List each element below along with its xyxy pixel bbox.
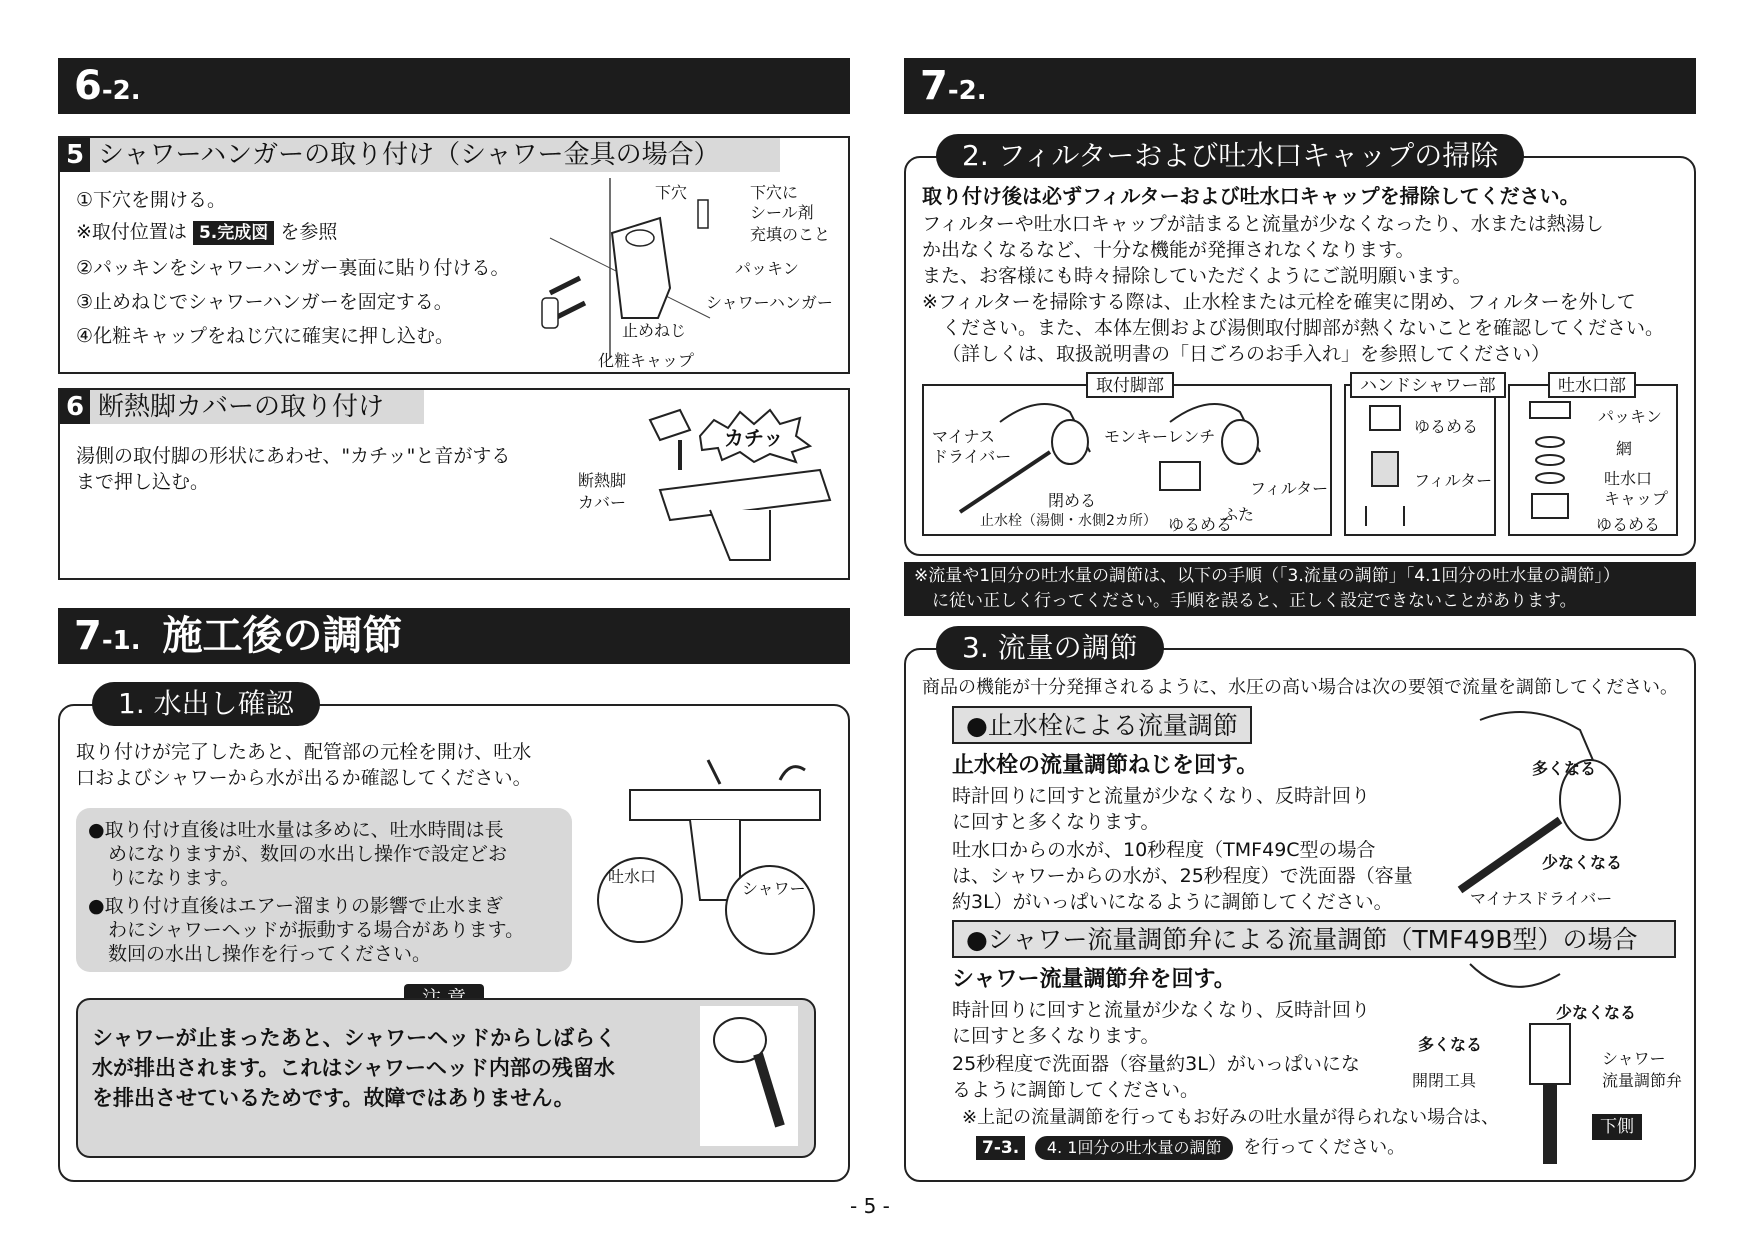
note2-line2: わにシャワーヘッドが振動する場合があります。 xyxy=(108,919,525,941)
shower-head-illustration xyxy=(700,1006,798,1146)
spout-label: 吐水口 xyxy=(608,867,657,886)
water-check-text1: 取り付けが完了したあと、配管部の元栓を開け、吐水 xyxy=(76,741,532,763)
cover-label1: 断熱脚 xyxy=(578,471,627,490)
p3-packing: パッキン xyxy=(1598,407,1662,426)
panel-spout-title: 吐水口部 xyxy=(1548,372,1636,398)
s2-valve2: 流量調節弁 xyxy=(1602,1071,1683,1090)
ref-tag-dose: 4. 1回分の吐水量の調節 xyxy=(1035,1136,1234,1160)
p3-loosen: ゆるめる xyxy=(1596,515,1661,534)
filter-l4: ※フィルターを掃除する際は、止水栓または元栓を確実に閉め、フィルターを外して xyxy=(922,291,1636,313)
flow-pill: 3. 流量の調節 xyxy=(936,626,1164,670)
filter-l2: か出なくなるなど、十分な機能が発揮されなくなります。 xyxy=(922,239,1415,261)
s2-more: 多くなる xyxy=(1418,1035,1483,1054)
p1-wrench: モンキーレンチ xyxy=(1104,427,1216,446)
note2-line3: 数回の水出し操作を行ってください。 xyxy=(108,943,432,965)
p1-driver1: マイナス xyxy=(932,427,996,446)
s2-valve1: シャワー xyxy=(1602,1049,1666,1068)
note1-line3: りになります。 xyxy=(108,867,240,889)
section-header-7-1: 7-1. 施工後の調節 xyxy=(58,608,850,664)
flow-s2-title: ●シャワー流量調節弁による流量調節（TMF49B型）の場合 xyxy=(952,920,1676,958)
flow-s1-l5: 約3L）がいっぱいになるように調節してください。 xyxy=(952,891,1393,913)
note1-line1: ●取り付け直後は吐水量は多めに、吐水時間は長 xyxy=(88,819,504,841)
filter-pill: 2. フィルターおよび吐水口キャップの掃除 xyxy=(936,134,1524,178)
ref-tag-7-3: 7-3. xyxy=(976,1136,1025,1160)
panel-mount-title: 取付脚部 xyxy=(1086,372,1174,398)
ref-tag-completion: 5.完成図 xyxy=(193,221,274,245)
step5-line5: ④化粧キャップをねじ穴に確実に押し込む。 xyxy=(76,325,455,347)
flow-s2-l3: 25秒程度で洗面器（容量約3L）がいっぱいにな xyxy=(952,1053,1360,1075)
step5-heading: 5 シャワーハンガーの取り付け（シャワー金具の場合） xyxy=(60,138,780,172)
label-hole: 下穴 xyxy=(655,183,688,202)
p1-close: 閉める xyxy=(1048,491,1097,510)
notice-line2: に従い正しく行ってください。手順を誤ると、正しく設定できないことがあります。 xyxy=(932,591,1577,611)
panel-handshower-title: ハンドシャワー部 xyxy=(1350,372,1506,398)
flow-s1-head: 止水栓の流量調節ねじを回す。 xyxy=(952,753,1259,778)
section-header-6-2: 6-2. xyxy=(58,58,850,114)
water-check-pill: 1. 水出し確認 xyxy=(92,682,320,726)
faucet-water-illustration xyxy=(590,760,830,960)
flow-s2-l5: ※上記の流量調節を行ってもお好みの吐水量が得られない場合は、 xyxy=(962,1107,1500,1128)
flow-s2-l2: に回すと多くなります。 xyxy=(952,1025,1160,1047)
p1-lid: ふた xyxy=(1222,505,1255,524)
step6-text1: 湯側の取付脚の形状にあわせ、"カチッ"と音がする xyxy=(76,445,511,467)
p1-filter: フィルター xyxy=(1250,479,1329,498)
label-hanger: シャワーハンガー xyxy=(706,293,833,312)
flow-s1-l2: に回すと多くなります。 xyxy=(952,811,1160,833)
handshower-illustration xyxy=(1356,406,1416,526)
flow-s2-l4: るように調節してください。 xyxy=(952,1079,1200,1101)
water-check-text2: 口およびシャワーから水が出るか確認してください。 xyxy=(76,767,532,789)
s1-driver: マイナスドライバー xyxy=(1470,889,1613,908)
shower-label: シャワー xyxy=(742,879,806,898)
step6-heading: 6 断熱脚カバーの取り付け xyxy=(60,390,424,424)
step5-line4: ③止めねじでシャワーハンガーを固定する。 xyxy=(76,291,453,313)
flow-s1-title: ●止水栓による流量調節 xyxy=(952,706,1252,744)
p1-valve: 止水栓（湯側・水側2カ所） xyxy=(980,513,1157,529)
p3-cap2: キャップ xyxy=(1604,489,1669,508)
filter-l5: ください。また、本体左側および湯側取付脚部が熱くないことを確認してください。 xyxy=(942,317,1665,339)
filter-bold: 取り付け後は必ずフィルターおよび吐水口キャップを掃除してください。 xyxy=(922,184,1580,208)
s2-less: 少なくなる xyxy=(1556,1003,1637,1022)
caution-line1: シャワーが止まったあと、シャワーヘッドからしばらく xyxy=(92,1026,617,1050)
label-hole-note3: 充填のこと xyxy=(750,225,831,244)
step5-line3: ②パッキンをシャワーハンガー裏面に貼り付ける。 xyxy=(76,257,510,279)
p1-loosen: ゆるめる xyxy=(1168,515,1233,534)
p3-cap1: 吐水口 xyxy=(1604,469,1653,488)
flow-intro: 商品の機能が十分発揮されるように、水圧の高い場合は次の要領で流量を調節してください。 xyxy=(922,677,1678,698)
step5-line1: ①下穴を開ける。 xyxy=(76,189,227,211)
label-cap: 化粧キャップ xyxy=(598,351,695,370)
cover-label2: カバー xyxy=(578,493,627,512)
notice-bar xyxy=(904,562,1696,616)
flow-s2-ref: 7-3. 4. 1回分の吐水量の調節 を行ってください。 xyxy=(976,1134,1405,1162)
flow-s2-l1: 時計回りに回すと流量が少なくなり、反時計回り xyxy=(952,999,1371,1021)
notice-line1: ※流量や1回分の吐水量の調節は、以下の手順（「3.流量の調節」「4.1回分の吐水量の調節」） xyxy=(914,566,1620,586)
label-hole-note1: 下穴に xyxy=(750,183,799,202)
label-screw: 止めねじ xyxy=(622,321,687,340)
section-header-7-2: 7-2. xyxy=(904,58,1696,114)
note1-line2: めになりますが、数回の水出し操作で設定どお xyxy=(108,843,508,865)
note2-line1: ●取り付け直後はエアー溜まりの影響で止水まぎ xyxy=(88,895,504,917)
filter-l3: また、お客様にも時々掃除していただくようにご説明願います。 xyxy=(922,265,1472,287)
flow-s1-l1: 時計回りに回すと流量が少なくなり、反時計回り xyxy=(952,785,1371,807)
filter-l6: （詳しくは、取扱説明書の「日ごろのお手入れ」を参照してください） xyxy=(942,343,1551,365)
flow-s1-l3: 吐水口からの水が、10秒程度（TMF49C型の場合 xyxy=(952,839,1376,861)
page-number: - 5 - xyxy=(850,1194,890,1218)
s2-tool: 開閉工具 xyxy=(1412,1071,1477,1090)
flow-s2-head: シャワー流量調節弁を回す。 xyxy=(952,967,1236,992)
p3-net: 網 xyxy=(1616,439,1633,458)
flow-s1-l4: は、シャワーからの水が、25秒程度）で洗面器（容量 xyxy=(952,865,1413,887)
step6-text2: まで押し込む。 xyxy=(76,471,210,493)
spout-parts-illustration xyxy=(1520,402,1580,532)
click-label: カチッ xyxy=(724,426,784,450)
p2-loosen: ゆるめる xyxy=(1414,417,1479,436)
label-hole-note2: シール剤 xyxy=(750,203,814,222)
label-packing: パッキン xyxy=(735,259,799,278)
s2-bottom-tag: 下側 xyxy=(1592,1114,1642,1140)
s1-less: 少なくなる xyxy=(1542,853,1623,872)
p1-driver2: ドライバー xyxy=(932,447,1012,466)
s1-more: 多くなる xyxy=(1532,759,1597,778)
p2-filter: フィルター xyxy=(1414,471,1493,490)
filter-l1: フィルターや吐水口キャップが詰まると流量が少なくなったり、水または熱湯し xyxy=(922,213,1604,235)
step5-line2: ※取付位置は 5.完成図 を参照 xyxy=(76,221,338,243)
caution-line3: を排出させているためです。故障ではありません。 xyxy=(92,1086,575,1110)
caution-line2: 水が排出されます。これはシャワーヘッド内部の残留水 xyxy=(92,1056,615,1080)
